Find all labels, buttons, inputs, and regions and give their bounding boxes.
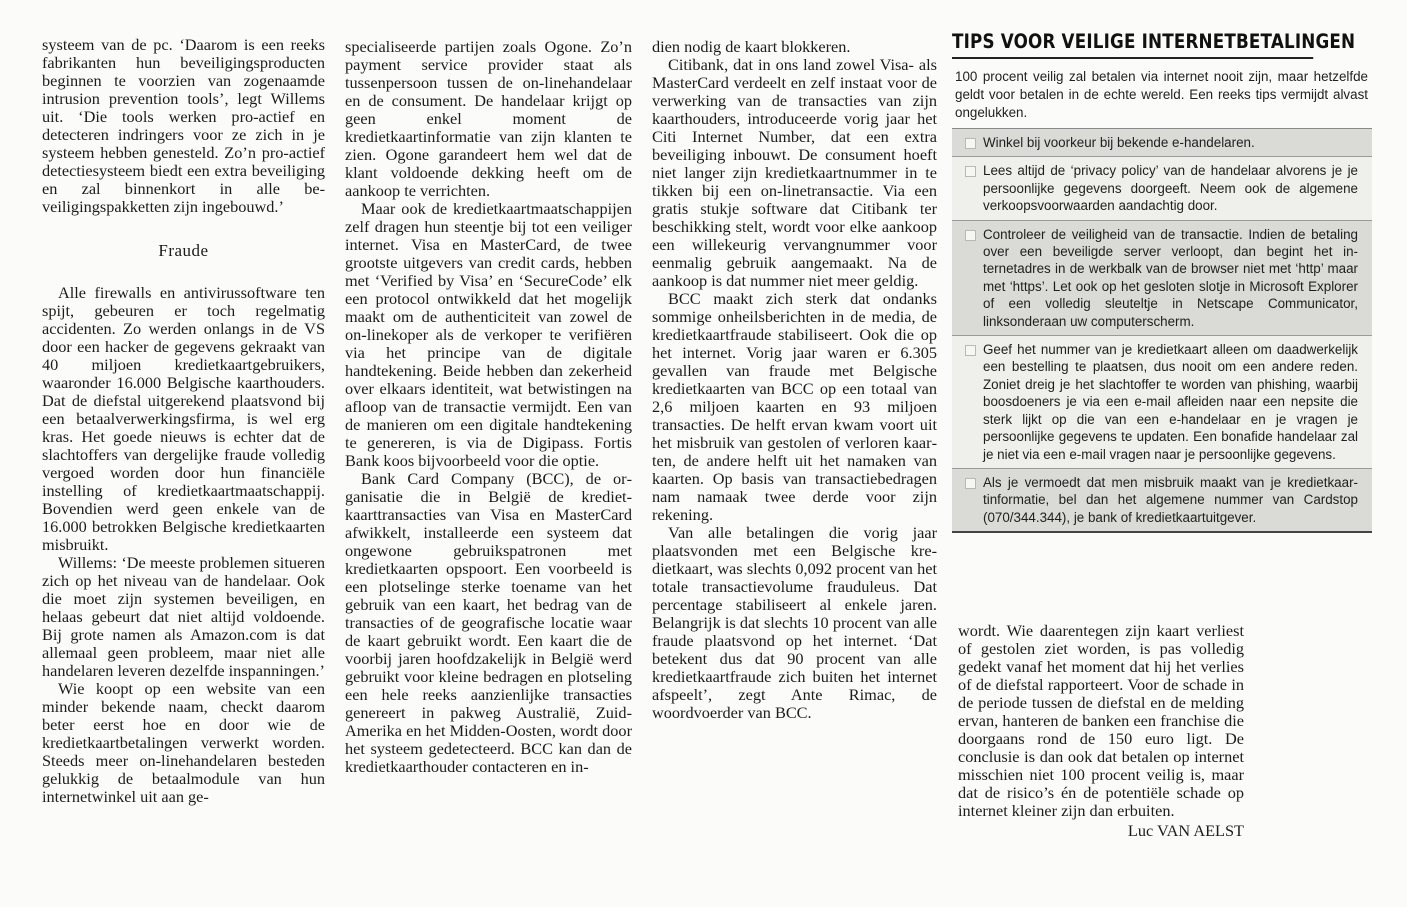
square-bullet-icon (965, 166, 976, 177)
sidebar-intro: 100 procent veilig zal betalen via internet nooit zijn, maar hetzelfde geldt voor betalen in de echte wereld. Een reeks tips vermijdt alvast ongelukken. (952, 59, 1372, 129)
tip-item (952, 221, 1372, 336)
tip-text: Geef het nummer van je kredietkaart alleen om daadwerkelijk een bestelling te plaatsen, dus nooit om een andere reden. Zoniet dreig je het slachtoffer te worden van phishing, waarbij boosdoeners je via een e-mail afleiden naar een nepsite die sterk lijkt op die van een e-handelaar en je vragen je persoonlijke gegevens te updaten. Een bonafide handelaar zal je niet via een e-mail vragen naar je persoonlijke gegevens. (983, 342, 1358, 462)
paragraph: wordt. Wie daarentegen zijn kaart verliest of gestolen ziet worden, is pas volledig gedekt vanaf het moment dat hij het verlies of de diefstal rapporteert. Voor de schade in de periode tussen de diefstal en de melding ervan, hanteren de banken een franchise die doorgaans rond de 150 euro ligt. De conclusie is dan ook dat betalen op internet misschien niet 100 procent veilig is, maar dat de risico’s én de potentiële schade op internet kleiner zijn dan erbuiten. (958, 621, 1244, 820)
paragraph: Alle firewalls en antivirussoftware ten spijt, gebeuren er toch regelmatig accidenten. Zo werden onlangs in de VS door een hacker de gegevens gekraakt van 40 miljoen kredietkaartgebruikers, waaronder 16.000 Belgische kaarthouders. Dat de diefstal uitgerekend plaatsvond bij een betaalverwerkingsfirma, is wel erg kras. Het goede nieuws is echter dat de slachtoffers van dergelijke fraude volledig vergoed worden door hun financiële instelling of kredietkaartmaatschappij. Bovendien werd geen enkele van de 16.000 betrokken Belgische kredietkaarten misbruikt. (42, 283, 325, 554)
article-column-2 (345, 38, 632, 776)
paragraph: Maar ook de kredietkaartmaatschappijen zelf dragen hun steentje bij tot een veiliger internet. Visa en MasterCard, de twee grootste uitgevers van credit cards, hebben met ‘Verified by Visa’ en ‘SecureCode’ elk een protocol ontwikkeld dat het mogelijk maakt om de authenticiteit van zowel de on-linekoper als de verkoper te verifiëren via het principe van de digitale handtekening. Beide hebben dan zekerheid over elkaars identiteit, wat betwistingen na afloop van de transactie vermijdt. Een van de manieren om een digitale handtekening te genereren, is via de Digipass. Fortis Bank koos bijvoorbeeld voor die optie. (345, 199, 632, 470)
article-column-1 (42, 36, 325, 806)
tip-item (952, 157, 1372, 220)
paragraph: Willems: ‘De meeste problemen situeren zich op het niveau van de handelaar. Ook die moet zijn systemen beveiligen, en helaas gebeurt dat niet altijd voldoende. Bij grote namen als Amazon.com is dat allemaal geen probleem, maar niet alle handelaren leveren dezelfde inspanningen.’ (42, 553, 325, 680)
author-byline: Luc VAN AELST (1127, 821, 1244, 840)
tip-text: Lees altijd de ‘privacy policy’ van de handelaar alvorens je je persoonlijke gegevens doorgeeft. Neem ook de algemene verkoopsvoorwaarden aandachtig door. (983, 163, 1358, 214)
paragraph: dien nodig de kaart blokkeren. (652, 37, 851, 56)
paragraph: Citibank, dat in ons land zowel Visa- als MasterCard verdeelt en zelf instaat voor de verwerking van de transacties van zijn kaarthouders, introduceerde vorig jaar het Citi Internet Number, dat een extra beveiliging inbouwt. De consument hoeft niet langer zijn kredietkaartnummer in te tikken bij een on-linetransactie. Via een gratis stukje software dat Citibank ter beschikking stelt, wordt voor elke aankoop een willekeurig vervangnummer voor eenmalig gebruik aangemaakt. Na de aankoop is dat nummer niet meer geldig. (652, 55, 937, 290)
paragraph: Van alle betalingen die vorig jaar plaatsvonden met een Belgische kredietkaart, was slechts 0,092 procent van het totale transactievolume frauduleus. Dat percentage stabiliseert al enkele jaren. Belangrijk is dat slechts 10 procent van alle fraude plaatsvond op het internet. ‘Dat betekent dus dat 90 procent van alle kredietkaartfraude zich buiten het internet afspeelt’, zegt Ante Rimac, de woordvoerder van BCC. (652, 523, 937, 722)
section-subheading: Fraude (158, 241, 209, 260)
paragraph: Wie koopt op een website van een minder bekende naam, checkt daarom beter eerst hoe en door wie de kredietkaartbetalingen verwerkt worden. Steeds meer on-linehandelaren besteden gelukkig de betaalmodule van hun internetwinkel uit aan ge- (42, 679, 325, 806)
tip-item (952, 336, 1372, 469)
tip-item (952, 129, 1372, 157)
paragraph: BCC maakt zich sterk dat ondanks sommige onheilsberichten in de media, de kredietkaartfraude stabiliseert. Ook die op het internet. Vorig jaar waren er 6.305 gevallen van fraude met Belgische kredietkaarten van BCC op een totaal van 2,6 miljoen kaarten en 93 miljoen transacties. De helft ervan kwam voort uit het misbruik van gestolen of verloren kaarten, de andere helft uit het namaken van kaarten. Op basis van transactiebedragen nam namaak twee derde voor zijn rekening. (652, 289, 937, 524)
tip-item (952, 469, 1372, 533)
tips-sidebar (952, 30, 1372, 533)
square-bullet-icon (965, 478, 976, 489)
square-bullet-icon (965, 138, 976, 149)
article-column-4 (958, 622, 1244, 840)
article-column-3 (652, 38, 937, 722)
square-bullet-icon (965, 230, 976, 241)
tip-text: Als je vermoedt dat men misbruik maakt van je kredietkaartinformatie, bel dan het algemene nummer van Cardstop (070/344.344), je bank of kredietkaartuitgever. (983, 474, 1358, 525)
paragraph: systeem van de pc. ‘Daarom is een reeks fabrikanten hun beveiligingsproducten beginnen te voorzien van zogenaamde intrusion prevention tools’, legt Willems uit. ‘Die tools werken pro-actief en detecteren indringers voor ze zich in je systeem hebben genesteld. Zo’n pro-actief detectiesysteem biedt een extra beveiliging en zal binnenkort in alle beveiligingspakketten zijn ingebouwd.’ (42, 35, 325, 216)
sidebar-title: TIPS VOOR VEILIGE INTERNETBETALINGEN (952, 30, 1313, 59)
paragraph: Bank Card Company (BCC), de organisatie die in België de kredietkaarttransacties van Visa en MasterCard afwikkelt, installeerde een systeem dat ongewone gebruikspatronen met kredietkaarten opspoort. Een voorbeeld is een plotselinge sterke toename van het gebruik van een kaart, het bedrag van de transacties of de geografische locatie waar de kaart gebruikt wordt. Een kaart die de voorbij jaren hoofdzakelijk in België werd gebruikt voor kleine bedragen en plotseling een hele reeks aanzienlijke transacties genereert in pakweg Australië, Zuid-Amerika en het Midden-Oosten, wordt door het systeem gedetecteerd. BCC kan dan de kredietkaarthouder contacteren en in- (345, 469, 632, 776)
square-bullet-icon (965, 345, 976, 356)
tip-text: Controleer de veiligheid van de transactie. Indien de betaling over een beveiligde server verloopt, dan begint het internetadres in de werkbalk van de browser niet met ‘http’ maar met ‘https’. Let ook op het gesloten slotje in Microsoft Explorer of een volledig sleuteltje in Netscape Communicator, linksonderaan uw computerscherm. (983, 226, 1358, 329)
tip-text: Winkel bij voorkeur bij bekende e-handelaren. (983, 135, 1255, 150)
paragraph: specialiseerde partijen zoals Ogone. Zo’n payment service provider staat als tussenpersoon tussen de on-linehandelaar en de consument. De handelaar krijgt op geen enkel moment de kredietkaartinformatie van zijn klanten te zien. Ogone garandeert hem wel dat de klant voldoende dekking heeft om de aankoop te verrichten. (345, 37, 632, 200)
